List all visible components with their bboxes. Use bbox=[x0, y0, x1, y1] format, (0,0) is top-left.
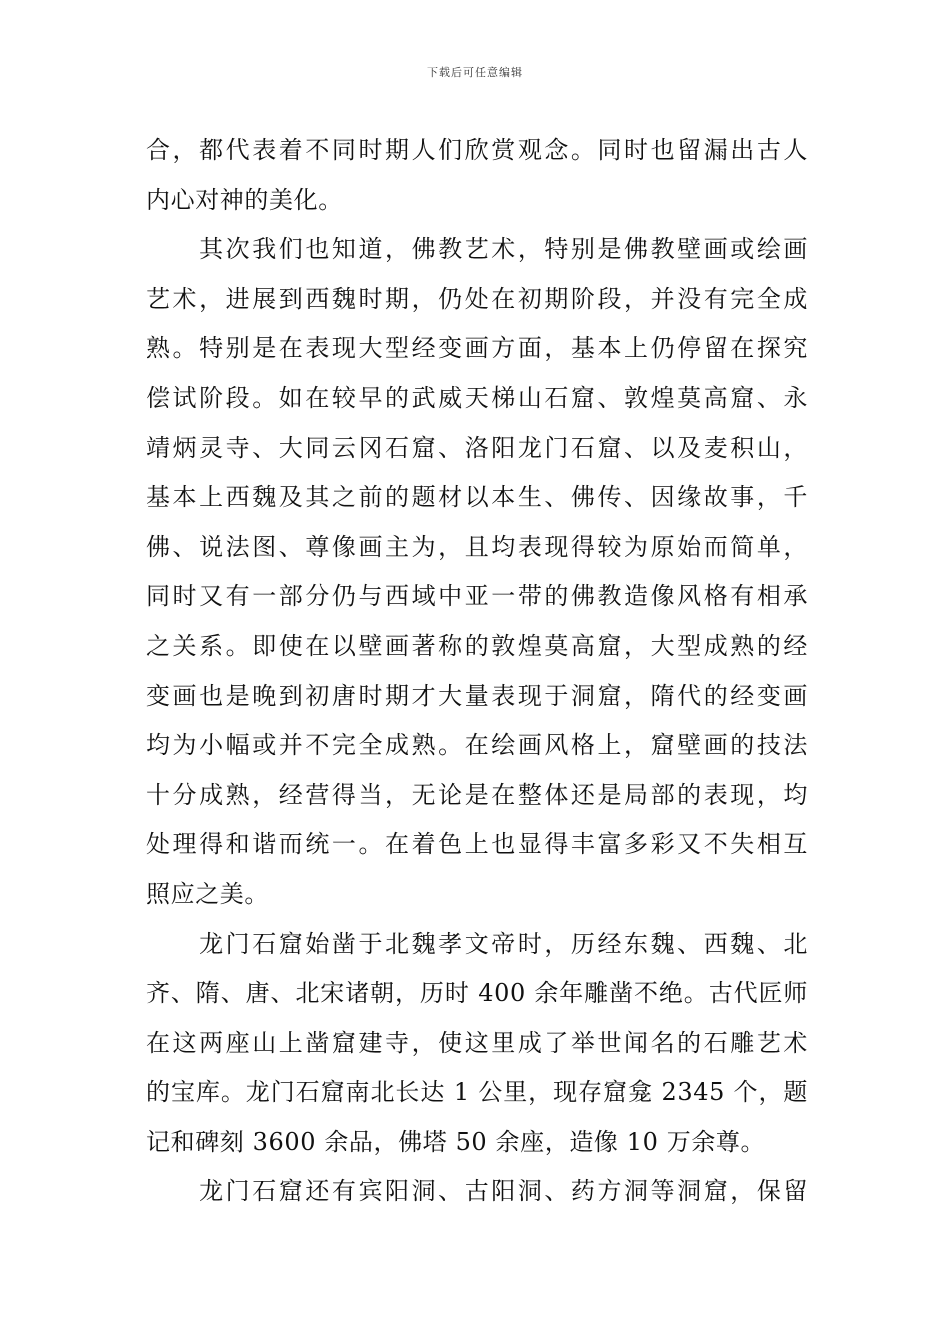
text-line: 龙门石窟还有宾阳洞、古阳洞、药方洞等洞窟，保留 bbox=[146, 1177, 808, 1206]
text-line: 艺术，进展到西魏时期，仍处在初期阶段，并没有完全成 bbox=[146, 284, 808, 313]
paragraph bbox=[146, 920, 808, 1168]
text-line: 偿试阶段。如在较早的武威天梯山石窟、敦煌莫高窟、永 bbox=[146, 383, 808, 412]
text-line: 的宝库。龙门石窟南北长达 1 公里，现存窟龛 2345 个，题 bbox=[146, 1078, 808, 1107]
text-line: 靖炳灵寺、大同云冈石窟、洛阳龙门石窟、以及麦积山， bbox=[146, 433, 808, 462]
text-line: 十分成熟，经营得当，无论是在整体还是局部的表现，均 bbox=[146, 780, 808, 809]
document-body bbox=[146, 126, 808, 1217]
paragraph bbox=[146, 1167, 808, 1217]
text-line: 龙门石窟始凿于北魏孝文帝时，历经东魏、西魏、北 bbox=[146, 929, 808, 958]
text-line: 照应之美。 bbox=[146, 879, 269, 908]
text-line: 在这两座山上凿窟建寺，使这里成了举世闻名的石雕艺术 bbox=[146, 1028, 808, 1057]
text-line: 记和碑刻 3600 余品，佛塔 50 余座，造像 10 万余尊。 bbox=[146, 1127, 766, 1156]
text-line: 之关系。即使在以壁画著称的敦煌莫高窟，大型成熟的经 bbox=[146, 631, 808, 660]
text-line: 基本上西魏及其之前的题材以本生、佛传、因缘故事，千 bbox=[146, 483, 808, 512]
text-line: 其次我们也知道，佛教艺术，特别是佛教壁画或绘画 bbox=[146, 235, 808, 264]
text-line: 熟。特别是在表现大型经变画方面，基本上仍停留在探究 bbox=[146, 334, 808, 363]
paragraph bbox=[146, 126, 808, 225]
page-header: 下载后可任意编辑 bbox=[427, 66, 523, 79]
text-line: 均为小幅或并不完全成熟。在绘画风格上，窟壁画的技法 bbox=[146, 731, 808, 760]
text-line: 同时又有一部分仍与西域中亚一带的佛教造像风格有相承 bbox=[146, 582, 808, 611]
paragraph bbox=[146, 225, 808, 919]
text-line: 变画也是晚到初唐时期才大量表现于洞窟，隋代的经变画 bbox=[146, 681, 808, 710]
text-line: 内心对神的美化。 bbox=[146, 185, 343, 214]
text-line: 佛、说法图、尊像画主为，且均表现得较为原始而简单， bbox=[146, 532, 808, 561]
text-line: 合，都代表着不同时期人们欣赏观念。同时也留漏出古人 bbox=[146, 136, 808, 164]
text-line: 处理得和谐而统一。在着色上也显得丰富多彩又不失相互 bbox=[146, 830, 808, 859]
text-line: 齐、隋、唐、北宋诸朝，历时 400 余年雕凿不绝。古代匠师 bbox=[146, 979, 808, 1008]
